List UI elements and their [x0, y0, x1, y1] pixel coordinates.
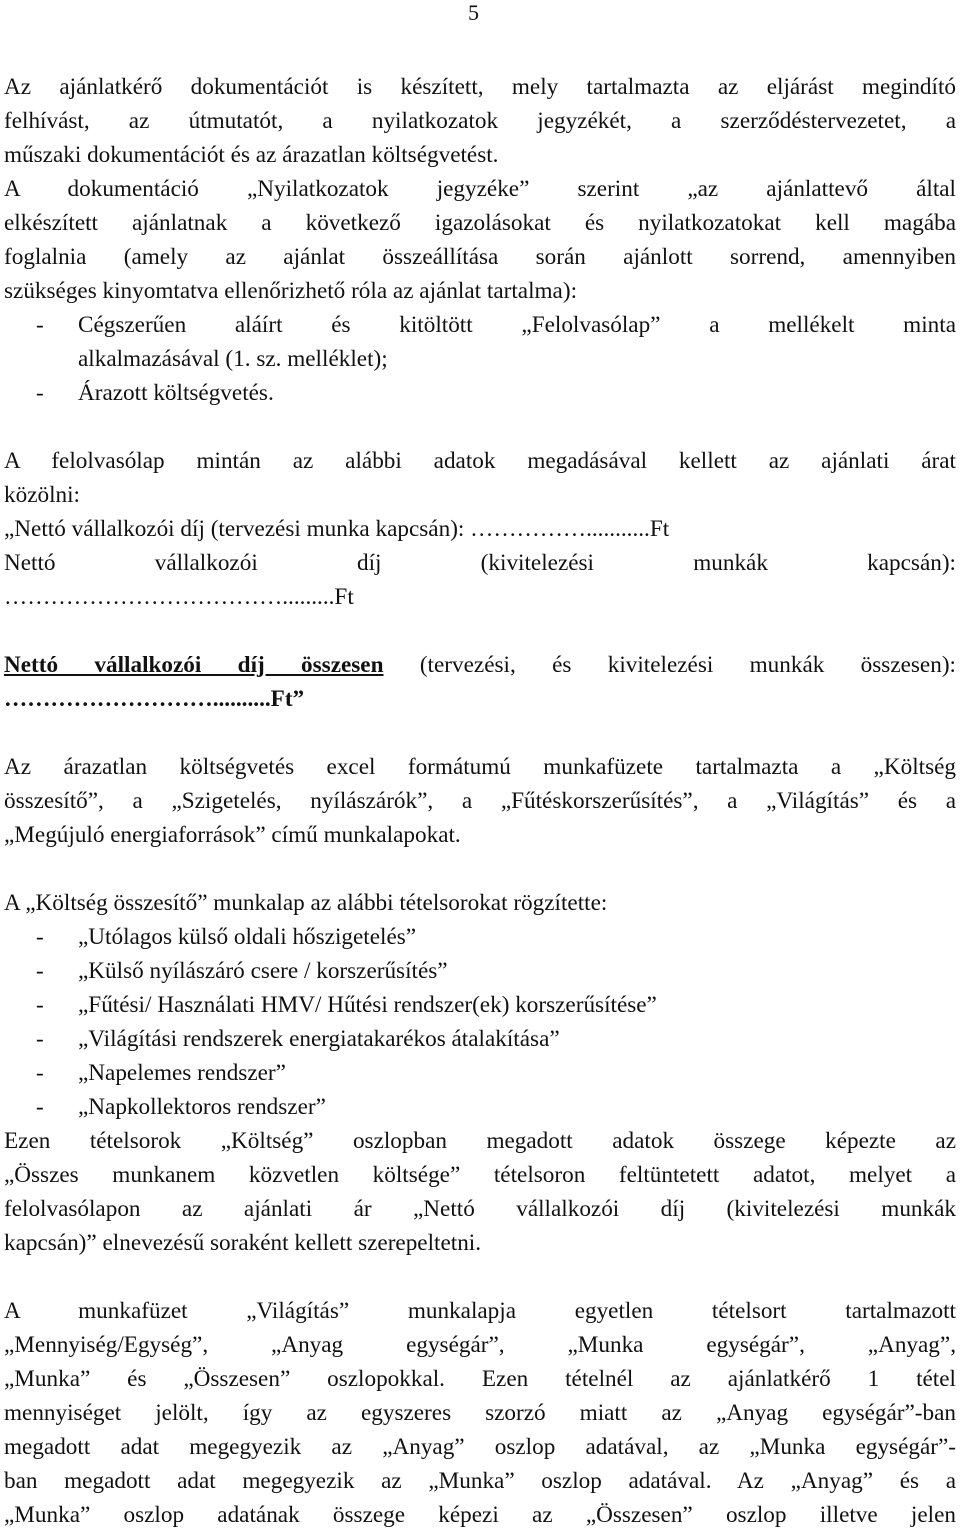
list-item-text: „Utólagos külső oldali hőszigetelés” [78, 924, 417, 950]
total-fee-amount: ………………………..........Ft” [4, 686, 305, 712]
text-line: Az árazatlan költségvetés excel formátumú munkafüzete tartalmazta a „Költség [4, 754, 956, 780]
text-line: felhívást, az útmutatót, a nyilatkozatok jegyzékét, a szerződéstervezetet, a [4, 108, 956, 134]
paragraph-reading-sheet [4, 444, 956, 614]
list-item [4, 1022, 956, 1056]
list-item [4, 1090, 956, 1124]
list-item-text: Cégszerűen aláírt és kitöltött „Felolvasólap” a mellékelt minta [78, 312, 956, 338]
text-line: felolvasólapon az ajánlati ár „Nettó vállalkozói díj (kivitelezési munkák [4, 1196, 956, 1222]
text-line: Az ajánlatkérő dokumentációt is készített, mely tartalmazta az eljárást megindító [4, 74, 956, 100]
paragraph-lighting-sheet [4, 1294, 956, 1532]
list-item-text: „Napelemes rendszer” [78, 1060, 286, 1086]
text-line: „Megújuló energiaforrások” című munkalapokat. [4, 822, 461, 848]
list-dash: - [36, 958, 44, 984]
text-line: megadott adat megegyezik az „Anyag” oszlop adatával, az „Munka egységár”- [4, 1434, 956, 1460]
list-dash: - [36, 992, 44, 1018]
fee-design-line: „Nettó vállalkozói díj (tervezési munka kapcsán): ……………...........Ft [4, 516, 670, 542]
list-item-text: Árazott költségvetés. [78, 380, 274, 406]
list-item-continuation: alkalmazásával (1. sz. melléklet); [78, 346, 388, 372]
text-line: „Munka” és „Összesen” oszlopokkal. Ezen tételnél az ajánlatkérő 1 tétel [4, 1366, 956, 1392]
paragraph-excel-workbook [4, 750, 956, 852]
list-item-text: „Világítási rendszerek energiatakarékos átalakítása” [78, 1026, 560, 1052]
list-dash: - [36, 1094, 44, 1120]
summary-sheet-list [4, 920, 956, 1124]
fee-construction-line: Nettó vállalkozói díj (kivitelezési munkák kapcsán): [4, 550, 956, 576]
text-line: foglalnia (amely az ajánlat összeállítása során ajánlott sorrend, amennyiben [4, 244, 956, 270]
list-dash: - [36, 924, 44, 950]
list-dash: - [36, 1060, 44, 1086]
text-line: szükséges kinyomtatva ellenőrizhető róla az ajánlat tartalma): [4, 278, 578, 304]
text-line: A felolvasólap mintán az alábbi adatok megadásával kellett az ajánlati árat [4, 448, 956, 474]
document-body [4, 70, 956, 1532]
list-item [4, 376, 956, 410]
fee-construction-amount: ……………………………….........Ft [4, 584, 354, 610]
text-line: Ezen tételsorok „Költség” oszlopban megadott adatok összege képezte az [4, 1128, 956, 1154]
list-item [4, 1056, 956, 1090]
text-line: elkészített ajánlatnak a következő igazolásokat és nyilatkozatokat kell magába [4, 210, 956, 236]
text-line: összesítő”, a „Szigetelés, nyílászárók”, a „Fűtéskorszerűsítés”, a „Világítás” és a [4, 788, 956, 814]
text-line: „Összes munkanem közvetlen költsége” tételsoron feltüntetett adatot, melyet a [4, 1162, 956, 1188]
text-line: „Munka” oszlop adatának összege képezi az „Összesen” oszlop illetve jelen [4, 1502, 956, 1528]
text-line: kapcsán)” elnevezésű soraként kellett szerepeltetni. [4, 1230, 482, 1256]
total-fee-description: (tervezési, és kivitelezési munkák összesen): [383, 652, 956, 678]
list-item [4, 954, 956, 988]
paragraph-cost-column [4, 1124, 956, 1260]
page-number: 5 [468, 0, 479, 25]
list-dash: - [36, 1026, 44, 1052]
paragraph-documentation [4, 70, 956, 308]
list-item [4, 308, 956, 342]
text-line: közölni: [4, 482, 80, 508]
list-dash: - [36, 380, 44, 406]
required-documents-list [4, 308, 956, 410]
text-line [4, 648, 956, 682]
text-line: műszaki dokumentációt és az árazatlan költségvetést. [4, 142, 499, 168]
text-line: ban megadott adat megegyezik az „Munka” oszlop adatával. Az „Anyag” és a [4, 1468, 956, 1494]
text-line: mennyiséget jelölt, így az egyszeres szorzó miatt az „Anyag egységár”-ban [4, 1400, 956, 1426]
list-item-text: „Napkollektoros rendszer” [78, 1094, 326, 1120]
list-item [4, 988, 956, 1022]
text-line: „Mennyiség/Egység”, „Anyag egységár”, „Munka egységár”, „Anyag”, [4, 1332, 956, 1358]
summary-sheet-intro: A „Költség összesítő” munkalap az alábbi tételsorokat rögzítette: [4, 890, 608, 916]
text-line: A munkafüzet „Világítás” munkalapja egyetlen tételsort tartalmazott [4, 1298, 956, 1324]
list-item-text: „Külső nyílászáró csere / korszerűsítés” [78, 958, 448, 984]
list-item [4, 920, 956, 954]
paragraph-total-fee [4, 648, 956, 716]
list-item-text: „Fűtési/ Használati HMV/ Hűtési rendszer(ek) korszerűsítése” [78, 992, 657, 1018]
text-line: A dokumentáció „Nyilatkozatok jegyzéke” szerint „az ajánlattevő által [4, 176, 956, 202]
list-dash: - [36, 312, 44, 338]
total-fee-label: Nettó vállalkozói díj összesen [4, 652, 384, 678]
